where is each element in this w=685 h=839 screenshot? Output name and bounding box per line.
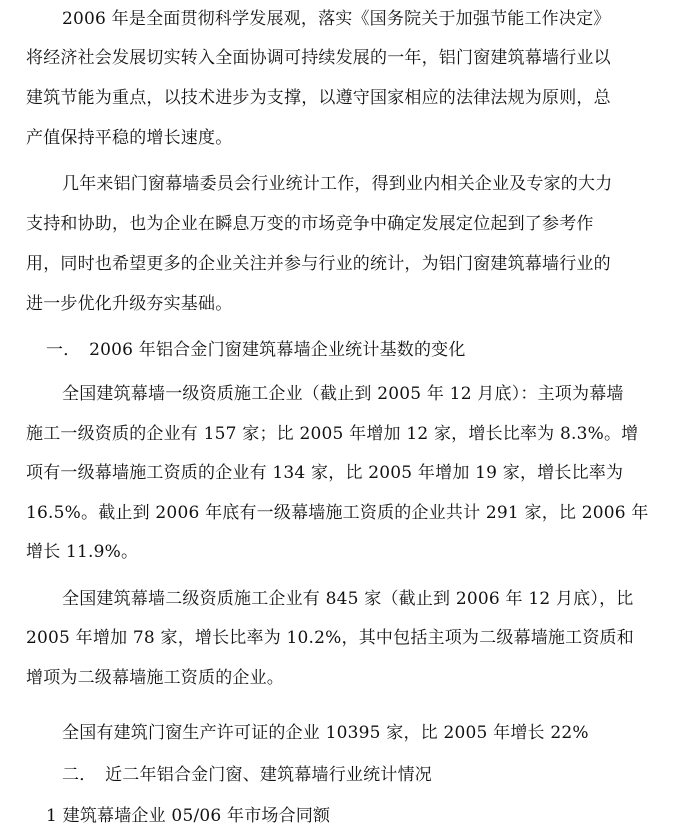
paragraph-3-line-2: 施工一级资质的企业有 157 家；比 2005 年增加 12 家，增长比率为 8.3%。增 — [26, 424, 639, 444]
paragraph-1-line-1: 2006 年是全面贯彻科学发展观，落实《国务院关于加强节能工作决定》 — [62, 9, 611, 29]
paragraph-1-line-2: 将经济社会发展切实转入全面协调可持续发展的一年，铝门窗建筑幕墙行业以 — [26, 48, 611, 68]
paragraph-3-line-3: 项有一级幕墙施工资质的企业有 134 家，比 2005 年增加 19 家，增长比率为 — [26, 463, 624, 483]
subheading-1: 1 建筑幕墙企业 05/06 年市场合同额 — [46, 806, 331, 826]
paragraph-2-line-1: 几年来铝门窗幕墙委员会行业统计工作，得到业内相关企业及专家的大力 — [62, 174, 613, 194]
paragraph-2-line-2: 支持和协助，也为企业在瞬息万变的市场竞争中确定发展定位起到了参考作 — [26, 214, 594, 234]
paragraph-1-line-4: 产值保持平稳的增长速度。 — [26, 128, 233, 148]
paragraph-4-line-1: 全国建筑幕墙二级资质施工企业有 845 家（截止到 2006 年 12 月底），比 — [62, 589, 634, 609]
section-heading-1: 一． 2006 年铝合金门窗建筑幕墙企业统计基数的变化 — [46, 340, 466, 360]
paragraph-4-line-3: 增项为二级幕墙施工资质的企业。 — [26, 668, 284, 688]
paragraph-3-line-1: 全国建筑幕墙一级资质施工企业（截止到 2005 年 12 月底）：主项为幕墙 — [62, 384, 624, 404]
paragraph-2-line-3: 用，同时也希望更多的企业关注并参与行业的统计，为铝门窗建筑幕墙行业的 — [26, 254, 611, 274]
section-heading-2: 二． 近二年铝合金门窗、建筑幕墙行业统计情况 — [62, 765, 432, 785]
paragraph-5: 全国有建筑门窗生产许可证的企业 10395 家，比 2005 年增长 22% — [62, 723, 589, 743]
paragraph-3-line-5: 增长 11.9%。 — [26, 542, 139, 562]
paragraph-1-line-3: 建筑节能为重点，以技术进步为支撑，以遵守国家相应的法律法规为原则，总 — [26, 88, 611, 108]
paragraph-2-line-4: 进一步优化升级夯实基础。 — [26, 294, 233, 314]
paragraph-3-line-4: 16.5%。截止到 2006 年底有一级幕墙施工资质的企业共计 291 家，比 2006 年 — [26, 503, 649, 523]
paragraph-4-line-2: 2005 年增加 78 家，增长比率为 10.2%，其中包括主项为二级幕墙施工资质和 — [26, 628, 634, 648]
